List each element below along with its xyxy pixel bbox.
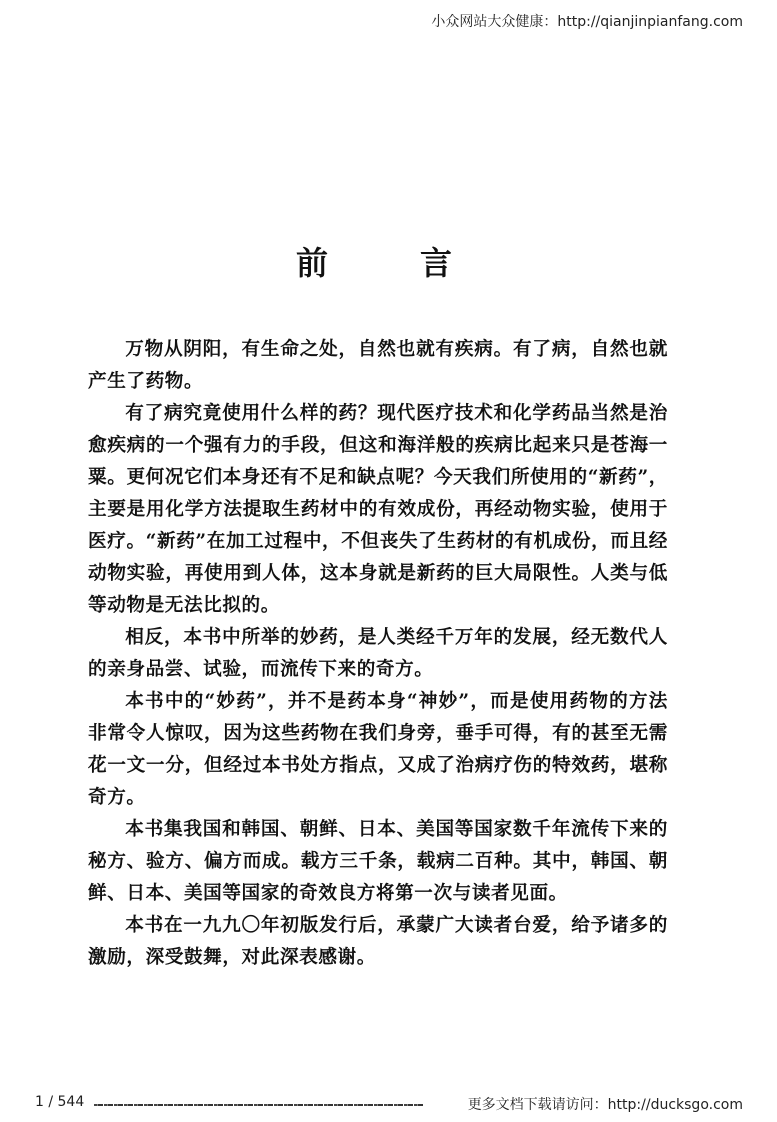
footer-download-link[interactable]: 更多文档下载请访问：http://ducksgo.com xyxy=(467,1097,743,1113)
preface-body xyxy=(88,334,668,974)
paragraph-2: 有了病究竟使用什么样的药？现代医疗技术和化学药品当然是治愈疾病的一个强有力的手段，但这和海洋般的疾病比起来只是苍海一粟。更何况它们本身还有不足和缺点呢？今天我们所使用的“新药”，主要是用化学方法提取生药材中的有效成份，再经动物实验，使用于医疗。“新药”在加工过程中，不但丧失了生药材的有机成份，而且经动物实验，再使用到人体，这本身就是新药的巨大局限性。人类与低等动物是无法比拟的。 xyxy=(88,403,668,616)
paragraph-1: 万物从阴阳，有生命之处，自然也就有疾病。有了病，自然也就产生了药物。 xyxy=(88,339,668,392)
page-title-char-1: 前 xyxy=(296,244,329,282)
footer-divider xyxy=(94,1104,424,1106)
header-watermark: 小众网站大众健康：http://qianjinpianfang.com xyxy=(431,14,743,30)
page-indicator: 1 / 544 xyxy=(35,1094,85,1110)
paragraph-5: 本书集我国和韩国、朝鲜、日本、美国等国家数千年流传下来的秘方、验方、偏方而成。载方三千条，载病二百种。其中，韩国、朝鲜、日本、美国等国家的奇效良方将第一次与读者见面。 xyxy=(88,819,668,904)
paragraph-4: 本书中的“妙药”，并不是药本身“神妙”，而是使用药物的方法非常令人惊叹，因为这些药物在我们身旁，垂手可得，有的甚至无需花一文一分，但经过本书处方指点，又成了治病疗伤的特效药，堪称奇方。 xyxy=(88,691,668,808)
paragraph-6: 本书在一九九〇年初版发行后，承蒙广大读者台爱，给予诸多的激励，深受鼓舞，对此深表感谢。 xyxy=(88,915,668,968)
paragraph-3: 相反，本书中所举的妙药，是人类经千万年的发展，经无数代人的亲身品尝、试验，而流传下来的奇方。 xyxy=(88,627,668,680)
page-title-char-2: 言 xyxy=(420,244,453,282)
